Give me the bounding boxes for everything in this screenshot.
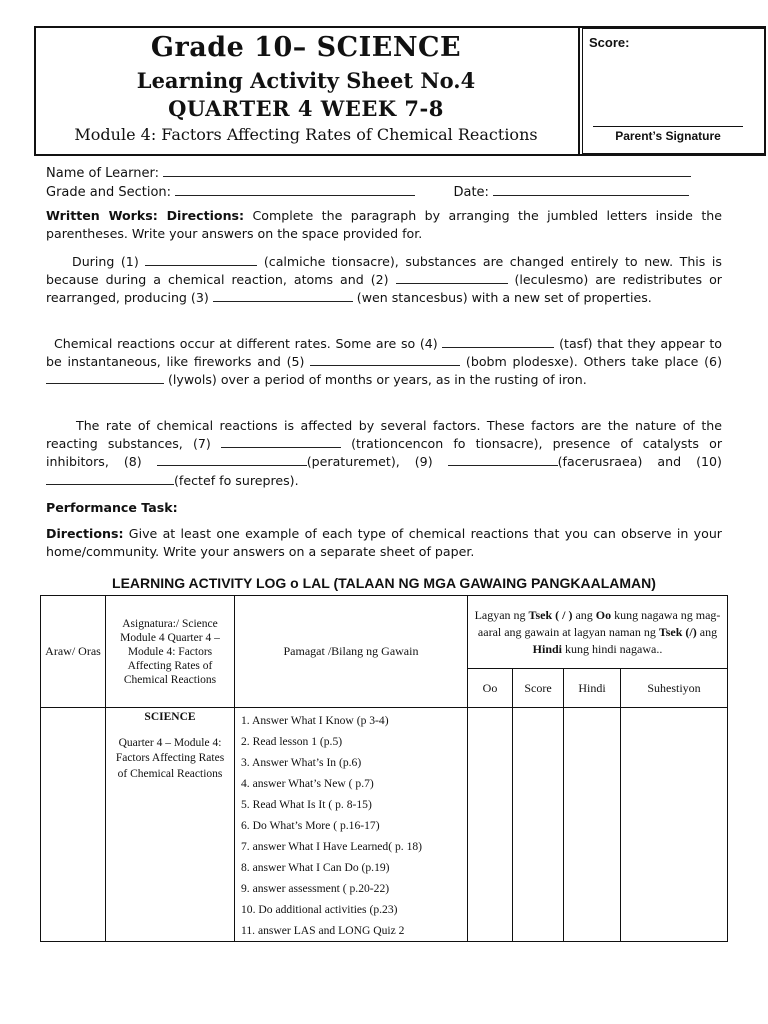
subject-desc: Quarter 4 – Module 4: Factors Affecting Rates of Chemical Reactions [115,736,225,780]
blank-10[interactable] [46,473,174,485]
date-label: Date: [453,185,489,200]
activity-item: 1. Answer What I Know (p 3-4) [241,714,389,727]
p2-text-b: (tasf) that they appear to be instantaneous, like fireworks and (5) [46,336,722,370]
p1-text-d: (wen stancesbus) with a new set of properties. [352,290,652,306]
blank-3[interactable] [213,290,353,302]
module-title: Module 4: Factors Affecting Rates of Chemical Reactions [74,125,538,144]
col-oo: Oo [468,669,513,708]
date-blank[interactable] [493,183,689,196]
performance-directions [46,525,722,561]
cell-subject [106,708,235,942]
activity-list [235,708,467,941]
learner-fields [46,164,726,202]
col-score: Score [513,669,564,708]
lagyan-text-5: kung nagawa ng mag-aaral ang gawain at lagyan naman ng [477,607,721,639]
col-suhestiyon: Suhestiyon [621,669,728,708]
p1-text-c: (leculesmo) are redistributes or rearranged, producing (3) [46,272,722,306]
cell-activities [235,708,468,942]
cell-oo[interactable] [468,708,513,942]
log-title: LEARNING ACTIVITY LOG o LAL (TALAAN NG MGA GAWAING PANGKAALAMAN) [112,575,656,591]
lagyan-text-6: Tsek (/) [658,624,697,639]
lagyan-text-9: kung hindi nagawa.. [562,641,663,656]
cell-hindi[interactable] [564,708,621,942]
col-lagyan [468,596,728,669]
performance-heading: Performance Task: [46,500,178,515]
activity-item: 3. Answer What’s In (p.6) [241,756,362,769]
p2-text-d: (lywols) over a period of months or years, as in the rusting of iron. [164,372,587,388]
signature-label: Parent’s Signature [615,129,721,143]
col-asignatura: Asignatura:/ Science Module 4 Quarter 4 – Module 4: Factors Affecting Rates of Chemical Reactions [106,596,235,708]
blank-5[interactable] [310,354,460,366]
blank-8[interactable] [157,454,307,466]
blank-1[interactable] [145,254,257,266]
score-box [582,28,766,154]
p3-text-c: (peraturemet), (9) [306,454,433,470]
grade-label: Grade and Section: [46,185,172,200]
activity-item: 6. Do What’s More ( p.16-17) [241,819,380,832]
quarter-title: QUARTER 4 WEEK 7-8 [168,96,444,121]
cell-score[interactable] [513,708,564,942]
cell-suhestiyon[interactable] [621,708,728,942]
col-araw: Araw/ Oras [41,596,106,708]
performance-dir-label: Directions: [46,526,124,541]
performance-dir-text: Give at least one example of each type of chemical reactions that you can observe in your home/community. Write your answers on a separate sheet of paper. [46,526,722,560]
lagyan-text-1: Lagyan ng [474,607,529,622]
name-row [46,164,726,183]
cell-araw[interactable] [41,708,106,942]
activity-log-table [40,595,728,942]
paragraph-3 [46,417,722,490]
title-block [34,26,580,156]
lagyan-text-8: Hindi [532,641,563,656]
col-pamagat: Pamagat /Bilang ng Gawain [235,596,468,708]
blank-4[interactable] [442,336,554,348]
p3-text-d: (facerusraea) and (10) [557,454,722,470]
activity-item: 7. answer What I Have Learned( p. 18) [241,840,423,853]
signature-line[interactable] [593,126,743,127]
score-label: Score: [589,35,630,50]
p3-text-b: (trationcencon fo tionsacre), presence of catalysts or inhibitors, (8) [46,436,722,470]
lagyan-text-7: ang [696,624,718,639]
col-hindi: Hindi [564,669,621,708]
blank-9[interactable] [448,454,558,466]
las-title: Learning Activity Sheet No.4 [136,68,476,93]
activity-item: 8. answer What I Can Do (p.19) [241,861,390,874]
blank-7[interactable] [221,436,341,448]
written-heading: Written Works: Directions: [46,208,245,223]
paragraph-2 [46,335,722,390]
lagyan-text-3: ang [572,607,596,622]
name-blank[interactable] [163,164,691,177]
p3-text-a: The rate of chemical reactions is affected by several factors. These factors are the nature of the reacting substances, (7) [46,418,722,452]
activity-item: 10. Do additional activities (p.23) [241,903,398,916]
activity-item: 5. Read What Is It ( p. 8-15) [241,798,372,811]
blank-6[interactable] [46,372,164,384]
p2-text-a: Chemical reactions occur at different rates. Some are so (4) [54,336,438,351]
log-header-row [41,596,728,669]
lagyan-text-4: Oo [595,607,612,622]
activity-item: 11. answer LAS and LONG Quiz 2 [241,924,405,937]
activity-item: 4. answer What’s New ( p.7) [241,777,374,790]
p1-text-b: (calmiche tionsacre), substances are changed entirely to new. This is because during a chemical reaction, atoms and (2) [46,254,722,288]
paragraph-1 [46,253,722,308]
activity-item: 2. Read lesson 1 (p.5) [241,735,343,748]
grade-blank[interactable] [175,183,415,196]
name-label: Name of Learner: [46,166,159,181]
written-directions [46,207,722,243]
p3-text-e: (fectef fo surepres). [174,472,299,488]
grade-date-row [46,183,726,202]
p2-text-c: (bobm plodesxe). Others take place (6) [460,354,722,370]
grade-title: Grade 10– SCIENCE [150,32,462,63]
log-body-row [41,708,728,942]
subject-name: SCIENCE [144,711,196,723]
blank-2[interactable] [396,272,508,284]
activity-item: 9. answer assessment ( p.20-22) [241,882,390,895]
written-directions-text: Complete the paragraph by arranging the jumbled letters inside the parentheses. Write your answers on the space provided for. [46,208,722,242]
lagyan-text-2: Tsek ( / ) [528,607,573,622]
p1-text-a: During (1) [72,254,139,269]
